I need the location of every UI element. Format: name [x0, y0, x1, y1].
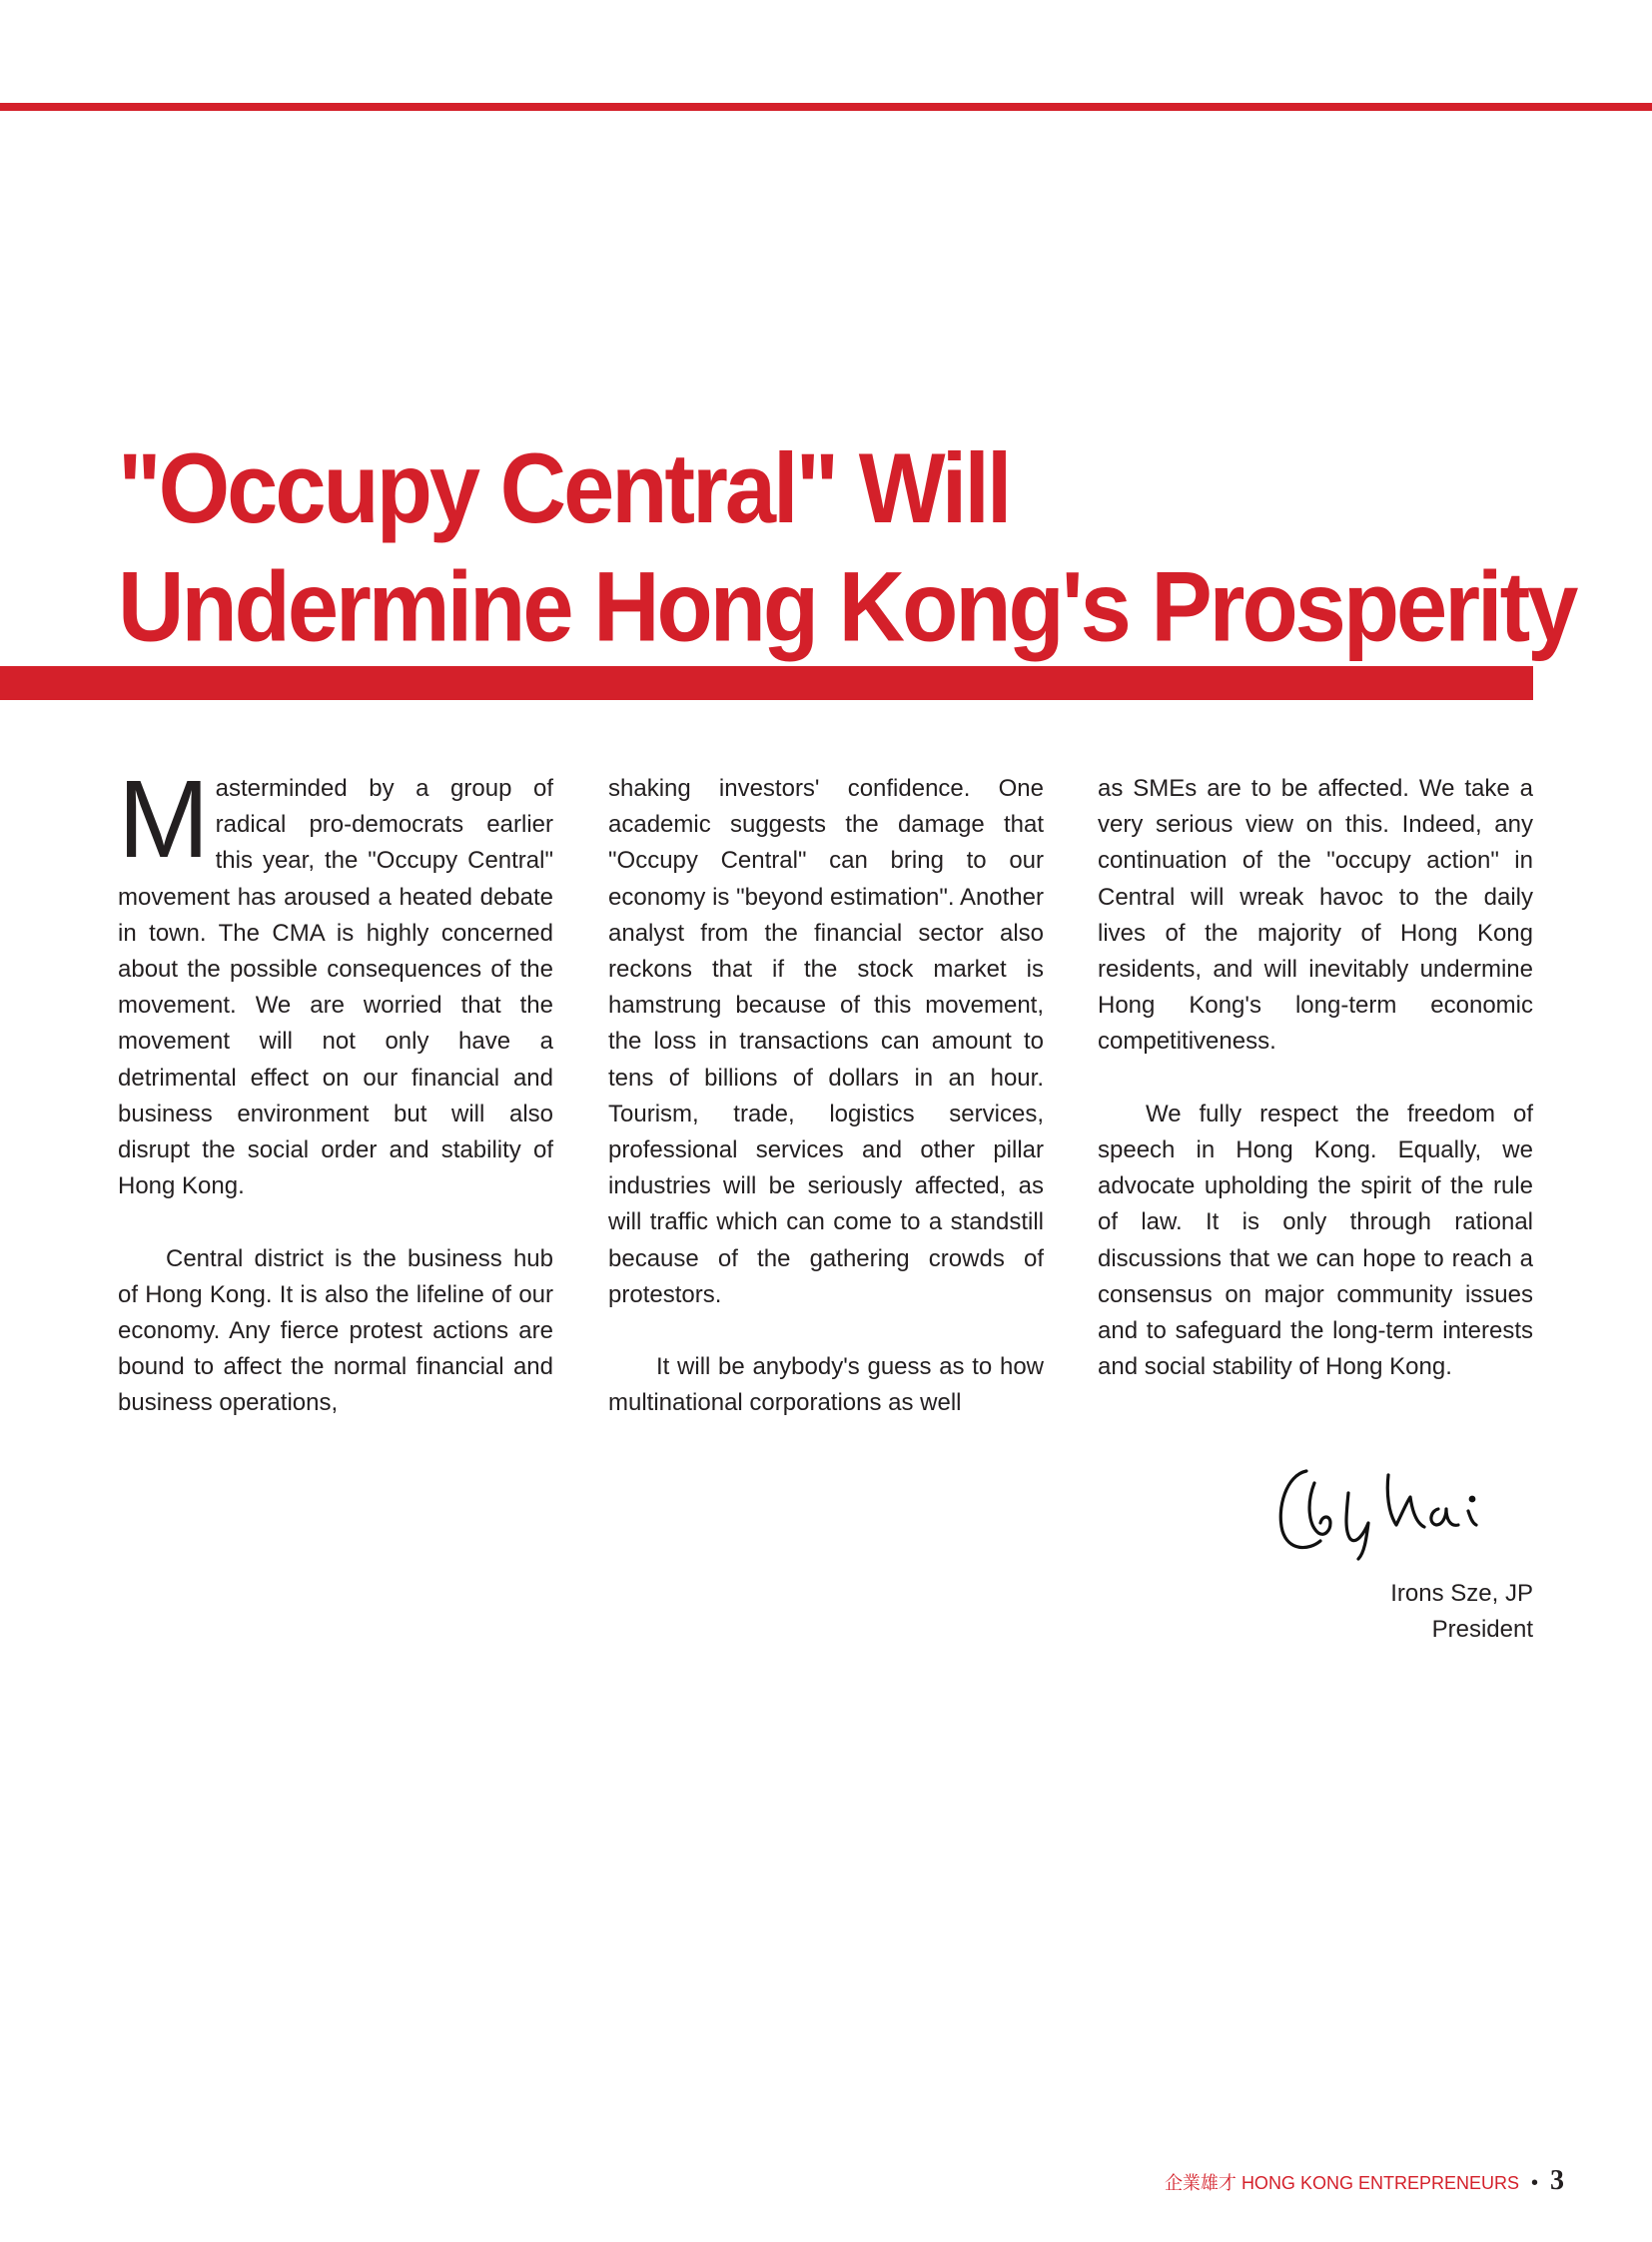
- headline-line-1: "Occupy Central" Will: [118, 433, 1010, 544]
- paragraph: shaking investors' confidence. One academic suggests the damage that "Occupy Central" can bring to our economy is "beyond estimation". Another analyst from the financial sector also reckons that if the stock market is hamstrung because of this movement, the loss in transactions can amount to tens of billions of dollars in an hour. Tourism, trade, logistics services, professional services and other pillar industries will be seriously affected, as will traffic which can come to a standstill because of the gathering crowds of protestors.: [608, 775, 1044, 1308]
- page-number: 3: [1550, 2165, 1564, 2196]
- publication-name: 企業雄才 HONG KONG ENTREPRENEURS: [1164, 2173, 1519, 2193]
- article-body: [118, 758, 1533, 1430]
- signer-title: President: [1431, 1616, 1533, 1643]
- paragraph: [118, 758, 553, 1204]
- signature-block: [1390, 1576, 1533, 1648]
- paragraph: It will be anybody's guess as to how multinational corporations as well: [608, 1353, 1044, 1417]
- title-underline-bar: [0, 666, 1533, 700]
- paragraph: as SMEs are to be affected. We take a very serious view on this. Indeed, any continuation of the "occupy action" in Central will wreak havoc to the daily lives of the majority of Hong Kong residents, and will inevitably undermine Hong Kong's long-term economic competitiveness.: [1098, 775, 1533, 1056]
- handwritten-signature: [1268, 1453, 1528, 1563]
- drop-cap: M: [118, 758, 210, 881]
- article-column-2: [608, 771, 1044, 1422]
- paragraph: Central district is the business hub of Hong Kong. It is also the lifeline of our economy. Any fierce protest actions are bound to affect the normal financial and business operations,: [118, 1244, 553, 1417]
- paragraph-text: asterminded by a group of radical pro-democrats earlier this year, the "Occupy Central" movement has aroused a heated debate in town. The CMA is highly concerned about the possible consequences of the movement. We are worried that the movement will not only have a detrimental effect on our financial and business environment but will also disrupt the social order and stability of Hong Kong.: [118, 775, 553, 1200]
- headline-line-2: Undermine Hong Kong's Prosperity: [118, 552, 1576, 663]
- signer-name: Irons Sze, JP: [1390, 1580, 1533, 1607]
- top-divider: [0, 103, 1652, 111]
- article-column-3: [1098, 771, 1533, 1385]
- paragraph: We fully respect the freedom of speech in Hong Kong. Equally, we advocate upholding the spirit of the rule of law. It is only through rational discussions that we can hope to reach a consensus on major community issues and to safeguard the long-term interests and social stability of Hong Kong.: [1098, 1100, 1533, 1381]
- bullet-separator: •: [1530, 2172, 1538, 2194]
- article-headline: [118, 429, 1575, 667]
- article-column-1: [118, 758, 553, 1422]
- page-footer: [1165, 2165, 1564, 2197]
